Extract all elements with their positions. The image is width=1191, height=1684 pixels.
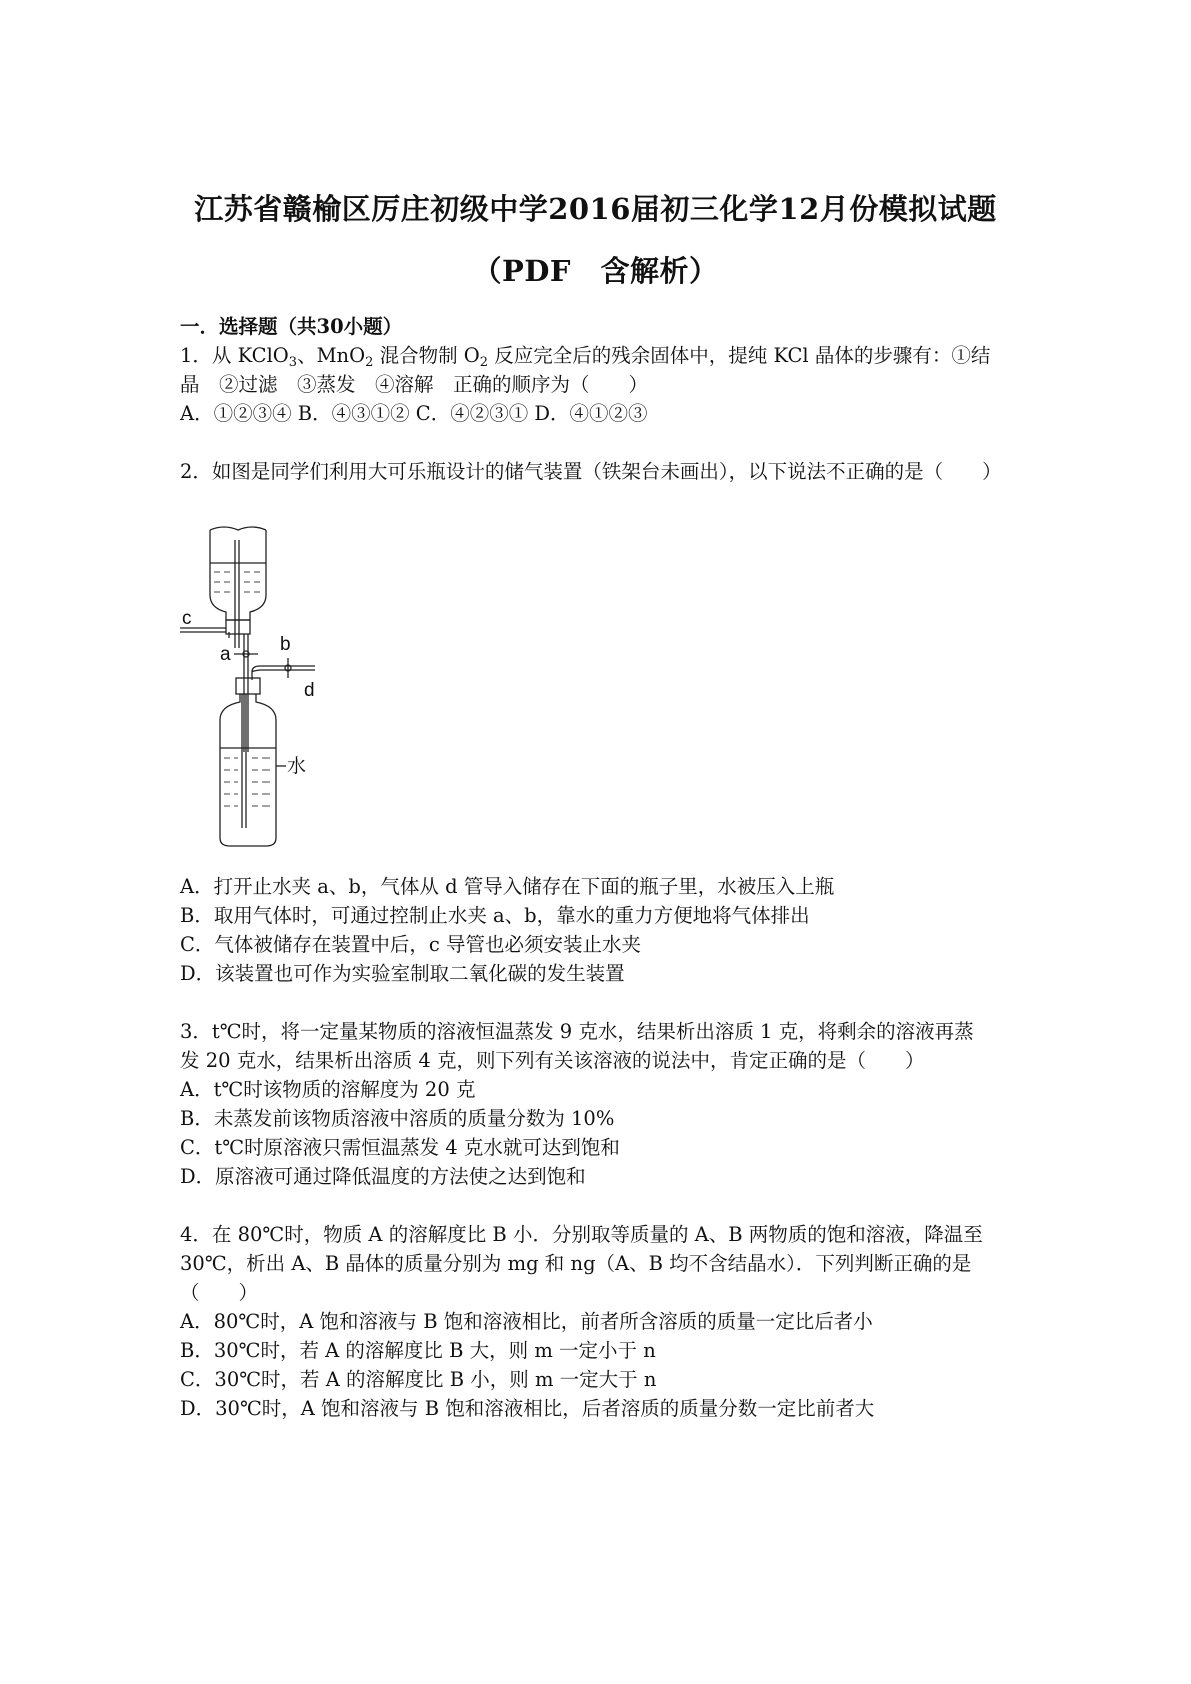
q1-stem-text: 1．从 KClO bbox=[180, 344, 289, 367]
q3-option-d: D．原溶液可通过降低温度的方法使之达到饱和 bbox=[180, 1165, 586, 1188]
q4-option-b: B．30℃时，若 A 的溶解度比 B 大，则 m 一定小于 n bbox=[180, 1339, 656, 1362]
q2-option-c: C．气体被储存在装置中后，c 导管也必须安装止水夹 bbox=[180, 933, 642, 956]
q4-option-c: C．30℃时，若 A 的溶解度比 B 小，则 m 一定大于 n bbox=[180, 1368, 657, 1391]
q4-stem-line1: 4．在 80℃时，物质 A 的溶解度比 B 小．分别取等质量的 A、B 两物质的饱和溶液，降温至 bbox=[180, 1223, 983, 1246]
q2-stem: 2．如图是同学们利用大可乐瓶设计的储气装置（铁架台未画出），以下说法不正确的是（ ） bbox=[180, 460, 1002, 483]
q4-stem-line3: （ ） bbox=[180, 1281, 259, 1304]
document-subtitle: （PDF 含解析） bbox=[472, 254, 719, 288]
q2-option-b: B．取用气体时，可通过控制止水夹 a、b，靠水的重力方便地将气体排出 bbox=[180, 904, 810, 927]
q3-stem-line1: 3．t℃时，将一定量某物质的溶液恒温蒸发 9 克水，结果析出溶质 1 克，将剩余的溶液再蒸 bbox=[180, 1020, 974, 1043]
label-d: d bbox=[304, 680, 315, 701]
document-title: 江苏省赣榆区厉庄初级中学2016届初三化学12月份模拟试题 bbox=[194, 192, 997, 226]
apparatus-diagram bbox=[180, 520, 355, 865]
subscript: 3 bbox=[288, 355, 298, 370]
q3-option-b: B．未蒸发前该物质溶液中溶质的质量分数为 10% bbox=[180, 1107, 615, 1130]
q1-stem-text: 反应完全后的残余固体中，提纯 KCl 晶体的步骤有：①结 bbox=[488, 344, 991, 367]
subscript: 2 bbox=[479, 355, 489, 370]
q2-option-a: A．打开止水夹 a、b，气体从 d 管导入储存在下面的瓶子里，水被压入上瓶 bbox=[180, 875, 835, 898]
label-b: b bbox=[280, 634, 291, 655]
q3-option-a: A．t℃时该物质的溶解度为 20 克 bbox=[180, 1078, 476, 1101]
label-water: 水 bbox=[287, 755, 307, 777]
q1-options: A．①②③④ B．④③①② C．④②③① D．④①②③ bbox=[180, 402, 648, 425]
label-a: a bbox=[220, 644, 231, 665]
q3-option-c: C．t℃时原溶液只需恒温蒸发 4 克水就可达到饱和 bbox=[180, 1136, 620, 1159]
q1-stem bbox=[180, 343, 990, 369]
q1-stem-text: 、MnO bbox=[297, 344, 366, 367]
label-c: c bbox=[182, 608, 192, 629]
q3-stem-line2: 发 20 克水，结果析出溶质 4 克，则下列有关该溶液的说法中，肯定正确的是（ ） bbox=[180, 1049, 925, 1072]
q4-option-d: D．30℃时，A 饱和溶液与 B 饱和溶液相比，后者溶质的质量分数一定比前者大 bbox=[180, 1397, 875, 1420]
q4-stem-line2: 30℃，析出 A、B 晶体的质量分别为 mg 和 ng（A、B 均不含结晶水）．下列判断正确的是 bbox=[180, 1252, 972, 1275]
subscript: 2 bbox=[365, 355, 374, 370]
q1-stem-line2: 晶 ②过滤 ③蒸发 ④溶解 正确的顺序为（ ） bbox=[180, 373, 649, 396]
gas-storage-apparatus-figure bbox=[180, 520, 355, 865]
q2-option-d: D．该装置也可作为实验室制取二氧化碳的发生装置 bbox=[180, 962, 625, 985]
q1-stem-text: 混合物制 O bbox=[373, 344, 480, 367]
section-heading: 一．选择题（共30小题） bbox=[180, 315, 403, 338]
q4-option-a: A．80℃时，A 饱和溶液与 B 饱和溶液相比，前者所含溶质的质量一定比后者小 bbox=[180, 1310, 873, 1333]
